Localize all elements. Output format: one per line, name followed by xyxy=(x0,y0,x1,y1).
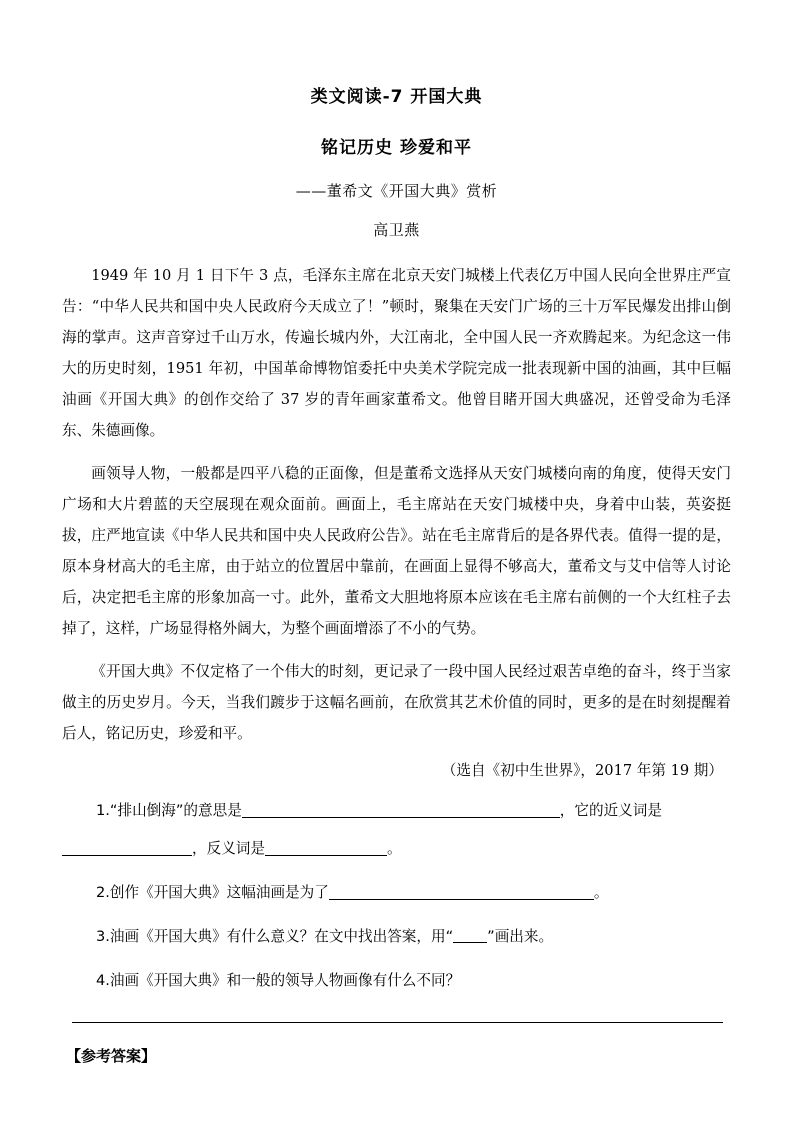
question-1-text-part2: ，它的近义词是 xyxy=(559,802,662,819)
body-paragraph: 《开国大典》不仅定格了一个伟大的时刻，更记录了一段中国人民经过艰苦卓绝的奋斗，终于当家做主的历史岁月。今天，当我们踱步于这幅名画前，在欣赏其艺术价值的同时，更多的是在时刻提醒着后人，铭记历史，珍爱和平。 xyxy=(62,663,731,742)
question-item-3 xyxy=(62,922,731,952)
article-author: 高卫燕 xyxy=(373,221,420,239)
question-item-1 xyxy=(62,796,731,826)
article-source-line: ——董希文《开国大典》赏析 xyxy=(295,182,498,200)
body-paragraph: 1949 年 10 月 1 日下午 3 点，毛泽东主席在北京天安门城楼上代表亿万中国人民向全世界庄严宣告：“中华人民共和国中央人民政府今天成立了！”顿时，聚集在天安门广场的三十万军民爆发出排山倒海的掌声。这声音穿过千山万水，传遍长城内外，大江南北，全中国人民一齐欢腾起来。为纪念这一伟大的历史时刻，1951 年初，中国革命博物馆委托中央美术学院完成一批表现新中国的油画，其中巨幅油画《开国大典》的创作交给了 37 岁的青年画家董希文。他曾目睹开国大典盛况，还曾受命为毛泽东、朱德画像。 xyxy=(62,267,731,439)
question-1-text-part1: 1.“排山倒海”的意思是 xyxy=(96,802,242,819)
question-3-text: 3.油画《开国大典》有什么意义？在文中找出答案，用“ xyxy=(96,928,454,945)
question-2-text: 2.创作《开国大典》这幅油画是为了 xyxy=(96,884,329,901)
question-item-4: 4.油画《开国大典》和一般的领导人物画像有什么不同？ xyxy=(96,972,461,989)
answers-heading: 【参考答案】 xyxy=(66,1047,157,1065)
answer-blank[interactable] xyxy=(453,928,487,943)
question-item-2 xyxy=(62,878,731,908)
page-title: 类文阅读-7 开国大典 xyxy=(310,87,483,107)
question-item-1-continued xyxy=(62,834,731,864)
question-1-text-part3: ，反义词是 xyxy=(192,840,265,857)
section-divider xyxy=(72,1022,723,1023)
article-subtitle: 铭记历史 珍爱和平 xyxy=(321,138,472,158)
question-3-text-end: ”画出来。 xyxy=(487,928,554,945)
body-paragraph: 画领导人物，一般都是四平八稳的正面像，但是董希文选择从天安门城楼向南的角度，使得天安门广场和大片碧蓝的天空展现在观众面前。画面上，毛主席站在天安门城楼中央，身着中山装，英姿挺拔，庄严地宣读《中华人民共和国中央人民政府公告》。站在毛主席背后的是各界代表。值得一提的是，原本身材高大的毛主席，由于站立的位置居中靠前，在画面上显得不够高大，董希文与艾中信等人讨论后，决定把毛主席的形象加高一寸。此外，董希文大胆地将原本应该在毛主席右前侧的一个大红柱子去掉了，这样，广场显得格外阔大，为整个画面增添了不小的气势。 xyxy=(62,465,731,637)
question-1-text-part4: 。 xyxy=(386,840,402,857)
answer-blank[interactable] xyxy=(242,800,560,818)
questions-list xyxy=(62,796,731,996)
source-attribution: （选自《初中生世界》，2017 年第 19 期） xyxy=(441,762,723,779)
answer-blank[interactable] xyxy=(62,838,192,856)
answer-blank[interactable] xyxy=(265,838,387,856)
question-2-text-end: 。 xyxy=(593,884,609,901)
answer-blank[interactable] xyxy=(329,882,594,900)
